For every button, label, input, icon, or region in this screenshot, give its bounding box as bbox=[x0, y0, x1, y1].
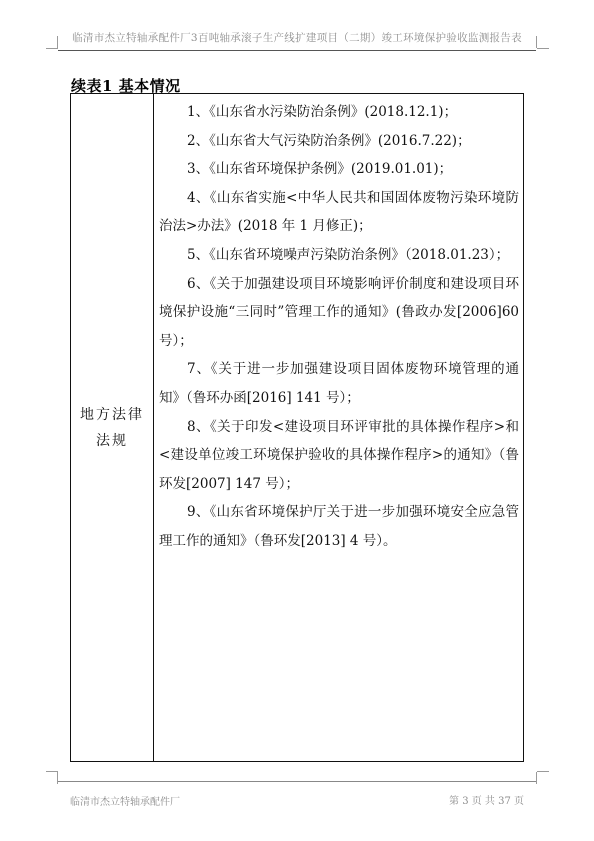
table-title: 续表1 基本情况 bbox=[71, 77, 181, 95]
regulation-item: 3、《山东省环境保护条例》(2019.01.01)； bbox=[187, 161, 453, 178]
page-header: 临清市杰立特轴承配件厂3百吨轴承滚子生产线扩建项目（二期）竣工环境保护验收监测报告表 bbox=[72, 32, 522, 44]
regulation-item: 6、《关于加强建设项目环境影响评价制度和建设项目环境保护设施“三同时”管理工作的通知》(鲁政办发[2006]60 号）； bbox=[159, 275, 519, 349]
crop-mark-bottom-right-v bbox=[536, 772, 537, 784]
regulation-item: 5、《山东省环境噪声污染防治条例》（2018.01.23）； bbox=[187, 246, 510, 263]
regulations-list bbox=[159, 98, 519, 556]
crop-mark-top-right-h bbox=[537, 48, 549, 49]
column-divider bbox=[153, 94, 154, 761]
basic-info-table bbox=[70, 93, 524, 762]
footer-divider bbox=[58, 781, 536, 782]
regulation-item: 8、《关于印发<建设项目环评审批的具体操作程序>和<建设单位竣工环境保护验收的具体操作程序>的通知》（鲁环发[2007] 147 号）； bbox=[159, 418, 519, 492]
crop-mark-top-left-h bbox=[46, 48, 58, 49]
regulation-item: 1、《山东省水污染防治条例》(2018.12.1)； bbox=[187, 104, 458, 120]
crop-mark-bottom-right-h bbox=[537, 771, 549, 772]
row-label: 地方法律法规 bbox=[80, 407, 144, 449]
crop-mark-bottom-left-v bbox=[57, 772, 58, 784]
page-number: 第 3 页 共 37 页 bbox=[449, 796, 524, 807]
regulation-item: 7、《关于进一步加强建设项目固体废物环境管理的通知》（鲁环办函[2016] 141 号）； bbox=[159, 361, 519, 406]
regulation-item: 9、《山东省环境保护厅关于进一步加强环境安全应急管理工作的通知》（鲁环发[2013] 4 号）。 bbox=[159, 504, 519, 549]
crop-mark-top-right-v bbox=[536, 36, 537, 48]
footer-company: 临清市杰立特轴承配件厂 bbox=[70, 797, 180, 808]
header-divider bbox=[58, 50, 536, 51]
regulation-item: 4、《山东省实施<中华人民共和国固体废物污染环境防治法>办法》(2018 年 1 月修正)； bbox=[159, 189, 519, 235]
regulation-item: 2、《山东省大气污染防治条例》(2016.7.22)； bbox=[187, 132, 471, 149]
row-label-cell bbox=[71, 94, 153, 761]
